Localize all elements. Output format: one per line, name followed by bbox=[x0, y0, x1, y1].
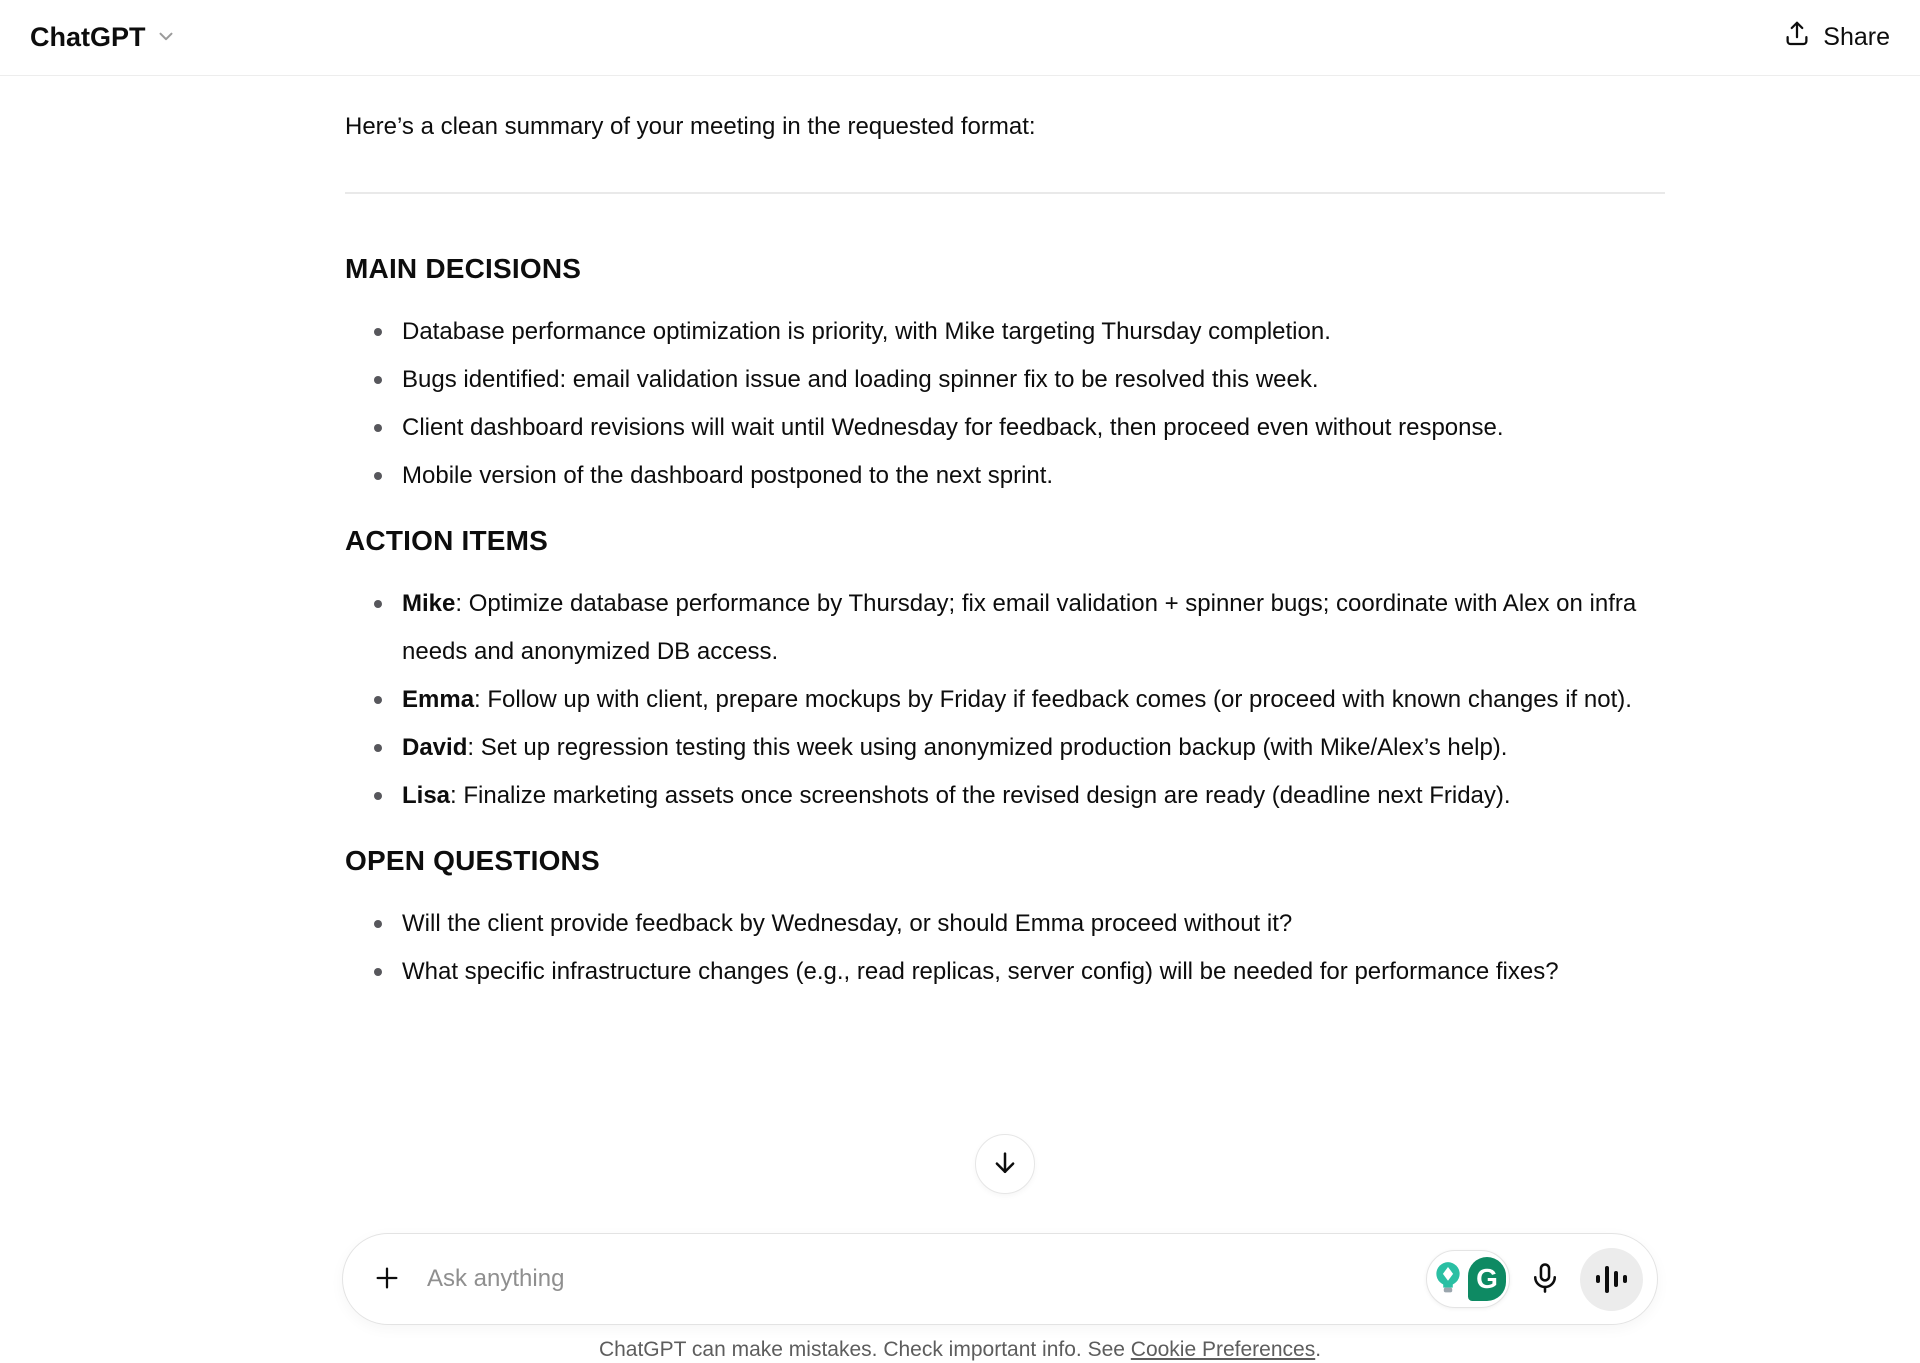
bullet-item: Client dashboard revisions will wait until Wednesday for feedback, then proceed even without response. bbox=[345, 404, 1642, 452]
message-input[interactable] bbox=[427, 1265, 1406, 1293]
arrow-down-icon bbox=[990, 1148, 1020, 1181]
message-intro: Here’s a clean summary of your meeting in the requested format: bbox=[345, 113, 1036, 140]
bullet-item: Mike: Optimize database performance by Thursday; fix email validation + spinner bugs; coordinate with Alex on infra needs and anonymized DB access. bbox=[345, 580, 1642, 676]
bullet-item: Emma: Follow up with client, prepare mockups by Friday if feedback comes (or proceed with known changes if not). bbox=[345, 676, 1642, 724]
plus-icon bbox=[371, 1262, 403, 1297]
top-bar bbox=[0, 0, 1920, 76]
section-title: ACTION ITEMS bbox=[345, 525, 549, 556]
disclaimer-text: ChatGPT can make mistakes. Check important info. See bbox=[598, 1338, 1131, 1361]
assignee-name: Lisa bbox=[402, 782, 451, 809]
chevron-down-icon bbox=[155, 21, 177, 54]
voice-mode-button[interactable] bbox=[1580, 1248, 1643, 1311]
assignee-name: Emma bbox=[402, 686, 475, 713]
attach-button[interactable] bbox=[367, 1258, 407, 1301]
composer bbox=[342, 1233, 1658, 1325]
composer-actions bbox=[1426, 1248, 1643, 1311]
cookie-preferences-link[interactable]: Cookie Preferences bbox=[1130, 1338, 1316, 1361]
share-icon bbox=[1782, 19, 1812, 56]
bullet-item: What specific infrastructure changes (e.g., read replicas, server config) will be needed for performance fixes? bbox=[345, 948, 1642, 996]
bullet-item: David: Set up regression testing this week using anonymized production backup (with Mike/Alex’s help). bbox=[345, 724, 1642, 772]
app-title: ChatGPT bbox=[30, 22, 146, 52]
bullet-item: Will the client provide feedback by Wednesday, or should Emma proceed without it? bbox=[345, 900, 1642, 948]
share-button[interactable] bbox=[1782, 19, 1890, 56]
lightbulb-extension-icon bbox=[1430, 1259, 1466, 1300]
browser-extension-badge[interactable] bbox=[1426, 1250, 1510, 1308]
disclaimer bbox=[0, 1338, 1920, 1362]
bullet-item: Mobile version of the dashboard postponed to the next sprint. bbox=[345, 452, 1642, 500]
section-title: OPEN QUESTIONS bbox=[345, 845, 600, 876]
bullet-item: Bugs identified: email validation issue and loading spinner fix to be resolved this week. bbox=[345, 356, 1642, 404]
assistant-message bbox=[345, 76, 1665, 996]
grammarly-icon: G bbox=[1468, 1257, 1506, 1301]
dictate-button[interactable] bbox=[1525, 1258, 1565, 1301]
bullet-list bbox=[345, 308, 1665, 500]
voice-mode-icon bbox=[1596, 1275, 1601, 1283]
assignee-name: David bbox=[402, 734, 468, 761]
bullet-item: Lisa: Finalize marketing assets once screenshots of the revised design are ready (deadline next Friday). bbox=[345, 772, 1642, 820]
bullet-item: Database performance optimization is priority, with Mike targeting Thursday completion. bbox=[345, 308, 1642, 356]
message-sections bbox=[345, 194, 1665, 996]
disclaimer-period: . bbox=[1315, 1338, 1322, 1361]
scroll-to-bottom-button[interactable] bbox=[975, 1134, 1035, 1194]
bullet-list bbox=[345, 580, 1665, 820]
section-title: MAIN DECISIONS bbox=[345, 253, 582, 284]
bullet-list bbox=[345, 900, 1665, 996]
assignee-name: Mike bbox=[402, 590, 456, 617]
model-switcher[interactable] bbox=[30, 21, 177, 54]
share-label: Share bbox=[1823, 23, 1890, 51]
microphone-icon bbox=[1527, 1260, 1563, 1299]
